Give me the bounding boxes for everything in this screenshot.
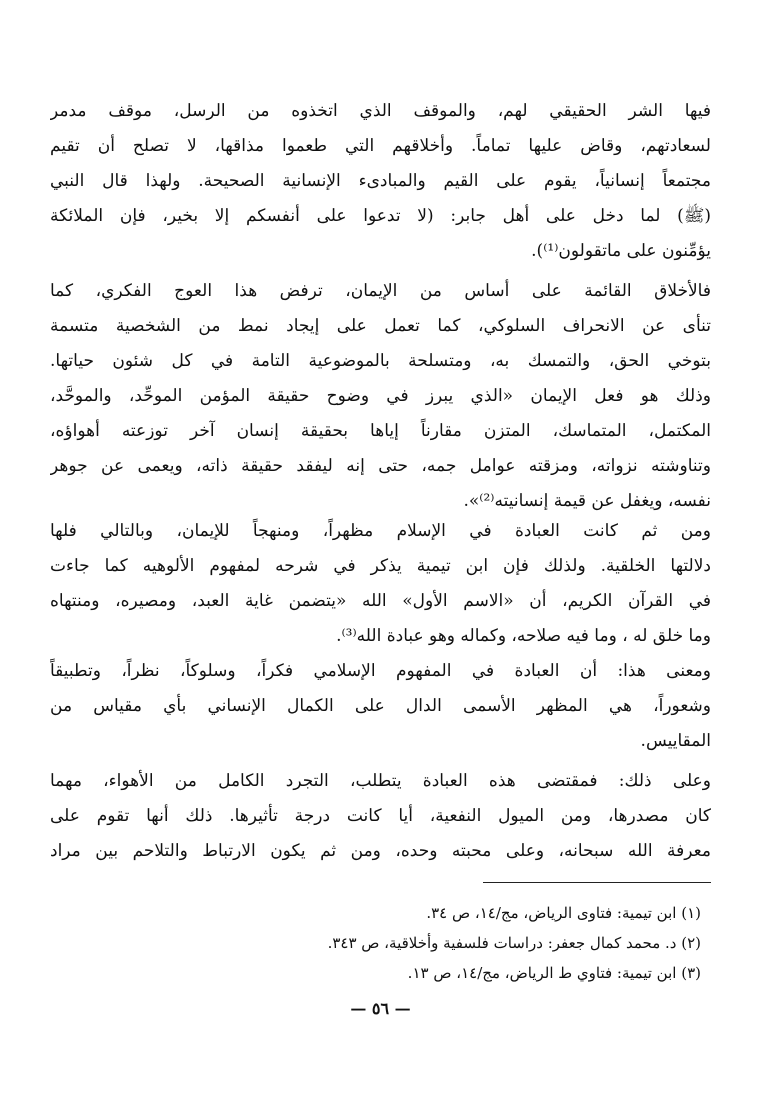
text-line: لسعادتهم، وقاض عليها تماماً. وأخلاقهم التي طعموا مذاقها، لا تصلح أن تقيم bbox=[50, 136, 711, 156]
text-line: (ﷺ) لما دخل على أهل جابر: (لا تدعوا على أنفسكم إلا بخير، فإن الملائكة bbox=[50, 206, 711, 226]
text-line: وما خلق له ، وما فيه صلاحه، وكماله وهو عبادة الله⁽³⁾. bbox=[336, 626, 711, 646]
text-line: المقاييس. bbox=[640, 731, 711, 751]
footnotes bbox=[50, 898, 711, 988]
text-line: وذلك هو فعل الإيمان «الذي يبرز في وضوح حقيقة المؤمن الموحِّد، والموحَّد، bbox=[50, 386, 711, 406]
text-line: بتوخي الحق، والتمسك به، ومتسلحة بالموضوعية التامة في كل شئون حياتها. bbox=[50, 351, 711, 371]
text-line: المكتمل، المتماسك، المتزن مقارناً إياها بحقيقة إنسان آخر توزعته أهواؤه، bbox=[50, 421, 711, 441]
paragraph-5 bbox=[50, 764, 711, 869]
text-line: وتناوشته نزواته، ومزقته عوامل جمه، حتى إنه ليفقد حقيقة ذاته، ويعمى عن جوهر bbox=[50, 456, 711, 476]
footnote-1: (١) ابن تيمية: فتاوى الرياض، مج/١٤، ص ٣٤. bbox=[426, 904, 701, 922]
footnote-separator bbox=[483, 882, 711, 883]
text-line: نفسه، ويغفل عن قيمة إنسانيته⁽²⁾». bbox=[463, 491, 711, 511]
text-line: وشعوراً، هي المظهر الأسمى الدال على الكمال الإنساني بأي مقياس من bbox=[50, 696, 711, 716]
footnote-2: (٢) د. محمد كمال جعفر: دراسات فلسفية وأخلاقية، ص ٣٤٣. bbox=[327, 934, 701, 952]
text-line: وعلى ذلك: فمقتضى هذه العبادة يتطلب، التجرد الكامل من الأهواء، مهما bbox=[50, 771, 711, 791]
text-line: فيها الشر الحقيقي لهم، والموقف الذي اتخذوه من الرسل، موقف مدمر bbox=[50, 101, 711, 121]
paragraph-2 bbox=[50, 274, 711, 519]
page-number: — ٥٦ — bbox=[350, 999, 411, 1018]
text-line: يؤمِّنون على ماتقولون⁽¹⁾). bbox=[531, 241, 711, 261]
text-line: ومعنى هذا: أن العبادة في المفهوم الإسلامي فكراً، وسلوكاً، نظراً، وتطبيقاً bbox=[50, 661, 711, 681]
paragraph-3 bbox=[50, 514, 711, 654]
text-line: مجتمعاً إنسانياً، يقوم على القيم والمبادىء الإنسانية الصحيحة. ولهذا قال النبي bbox=[50, 171, 711, 191]
paragraph-1 bbox=[50, 94, 711, 269]
text-line: فالأخلاق القائمة على أساس من الإيمان، ترفض هذا العوج الفكري، كما bbox=[50, 281, 711, 301]
paragraph-4 bbox=[50, 654, 711, 759]
text-line: ومن ثم كانت العبادة في الإسلام مظهراً، ومنهجاً للإيمان، وبالتالي فلها bbox=[50, 521, 711, 541]
text-line: تنأى عن الانحراف السلوكي، كما تعمل على إيجاد نمط من الشخصية متسمة bbox=[50, 316, 711, 336]
text-line: دلالتها الخلقية. ولذلك فإن ابن تيمية يذكر في شرحه لمفهوم الألوهيه كما جاءت bbox=[50, 556, 711, 576]
footnote-3: (٣) ابن تيمية: فتاوي ط الرياض، مج/١٤، ص ١٣. bbox=[407, 964, 701, 982]
text-line: معرفة الله سبحانه، وعلى محبته وحده، ومن ثم يكون الارتباط والتلاحم بين مراد bbox=[50, 841, 711, 861]
text-line: كان مصدرها، ومن الميول النفعية، أيا كانت درجة تأثيرها. ذلك أنها تقوم على bbox=[50, 806, 711, 826]
text-line: في القرآن الكريم، أن «الاسم الأول» الله «يتضمن غاية العبد، ومصيره، ومنتهاه bbox=[50, 591, 711, 611]
